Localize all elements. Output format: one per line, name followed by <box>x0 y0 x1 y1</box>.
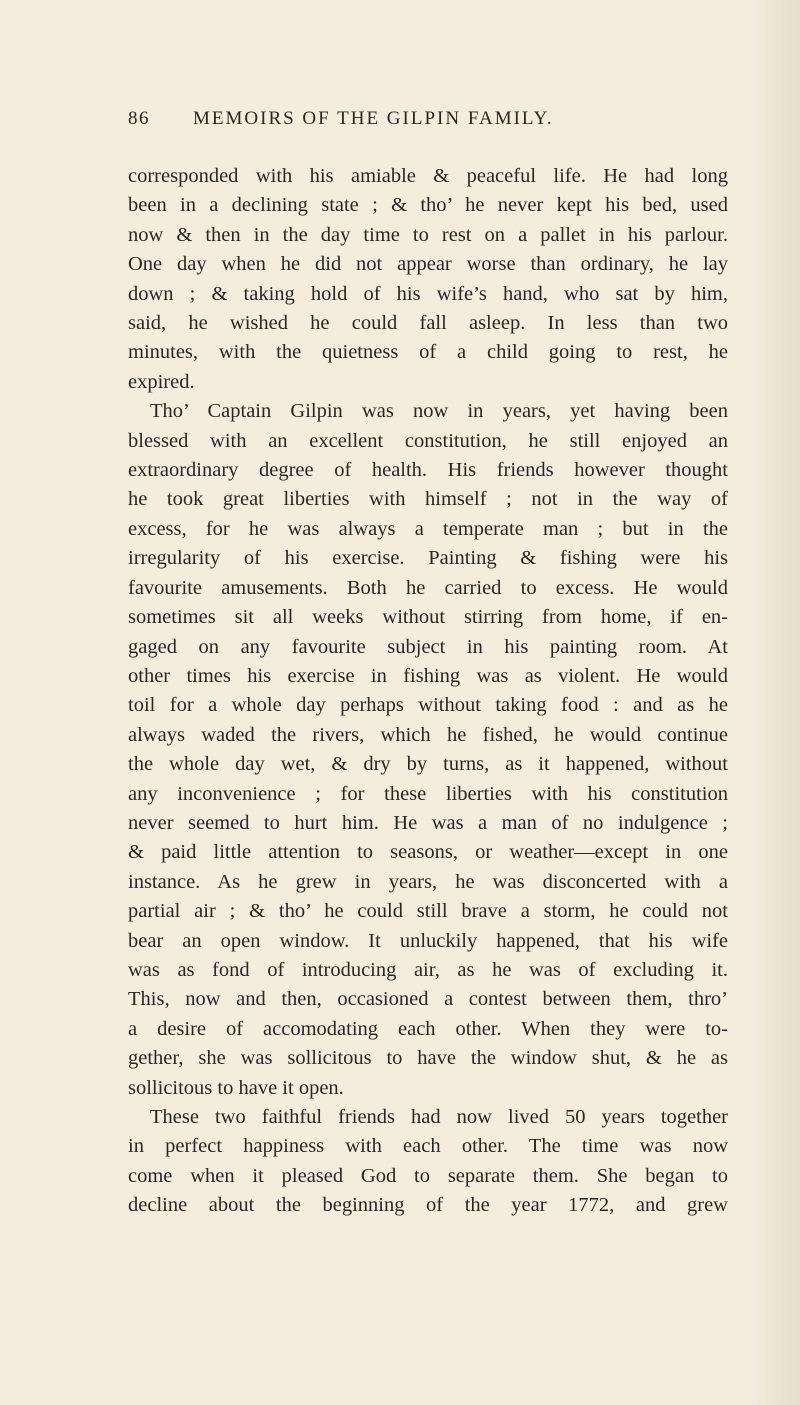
text-line: always waded the rivers, which he fished, he would continue <box>128 723 728 746</box>
body-text <box>128 162 728 1221</box>
text-line: gether, she was sollicitous to have the window shut, & he as <box>128 1047 728 1070</box>
text-line: decline about the beginning of the year 1772, and grew <box>128 1194 728 1217</box>
text-line: toil for a whole day perhaps without taking food : and as he <box>128 694 728 717</box>
text-line: never seemed to hurt him. He was a man of no indulgence ; <box>128 811 728 834</box>
text-line: down ; & taking hold of his wife’s hand, who sat by him, <box>128 282 728 305</box>
text-line: excess, for he was always a temperate man ; but in the <box>128 517 728 540</box>
text-line: bear an open window. It unluckily happened, that his wife <box>128 929 728 952</box>
paragraph-3 <box>128 1103 728 1221</box>
text-line: These two faithful friends had now lived 50 years together <box>150 1106 728 1128</box>
text-line: a desire of accomodating each other. When they were to- <box>128 1017 728 1040</box>
text-line: corresponded with his amiable & peaceful life. He had long <box>128 165 728 187</box>
running-head <box>128 108 728 138</box>
text-line: extraordinary degree of health. His friends however thought <box>128 459 728 482</box>
text-line: was as fond of introducing air, as he was of excluding it. <box>128 958 728 981</box>
text-line: the whole day wet, & dry by turns, as it happened, without <box>128 753 728 776</box>
text-line: now & then in the day time to rest on a pallet in his parlour. <box>128 223 728 246</box>
text-line: irregularity of his exercise. Painting & fishing were his <box>128 547 728 570</box>
paragraph-2 <box>128 397 728 1103</box>
text-line: favourite amusements. Both he carried to excess. He would <box>128 576 728 599</box>
text-line: he took great liberties with himself ; not in the way of <box>128 488 728 511</box>
text-line: partial air ; & tho’ he could still brave a storm, he could not <box>128 900 728 923</box>
text-line: been in a declining state ; & tho’ he never kept his bed, used <box>128 194 728 217</box>
text-line: minutes, with the quietness of a child going to rest, he <box>128 341 728 364</box>
text-line: blessed with an excellent constitution, he still enjoyed an <box>128 429 728 452</box>
text-line: gaged on any favourite subject in his painting room. At <box>128 635 728 658</box>
text-line: sometimes sit all weeks without stirring from home, if en- <box>128 606 728 629</box>
text-line: instance. As he grew in years, he was disconcerted with a <box>128 870 728 893</box>
text-line: in perfect happiness with each other. The time was now <box>128 1135 728 1158</box>
text-line: Tho’ Captain Gilpin was now in years, yet having been <box>150 400 728 423</box>
text-line: One day when he did not appear worse than ordinary, he lay <box>128 253 728 276</box>
text-line: other times his exercise in fishing was as violent. He would <box>128 664 728 687</box>
text-line: come when it pleased God to separate them. She began to <box>128 1164 728 1187</box>
text-line-last: sollicitous to have it open. <box>128 1076 344 1099</box>
text-line: & paid little attention to seasons, or weather—except in one <box>128 841 728 864</box>
text-line-last: expired. <box>128 370 195 393</box>
running-title: MEMOIRS OF THE GILPIN FAMILY. <box>193 108 554 129</box>
text-line: This, now and then, occasioned a contest between them, thro’ <box>128 988 728 1011</box>
text-line: any inconvenience ; for these liberties with his constitution <box>128 782 728 805</box>
paragraph-1 <box>128 162 728 397</box>
page-number: 86 <box>128 108 150 129</box>
text-line: said, he wished he could fall asleep. In less than two <box>128 312 728 335</box>
